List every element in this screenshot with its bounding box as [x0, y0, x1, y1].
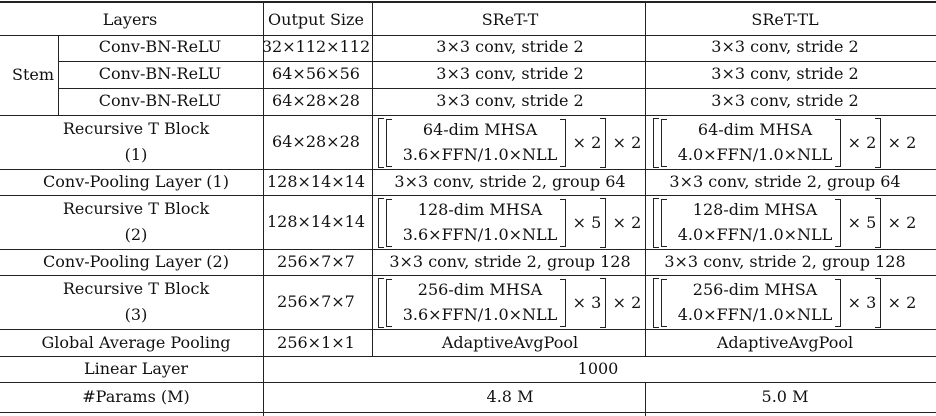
inner-bracket-right-a-1 [560, 119, 566, 167]
pool-a-2: 3×3 conv, stride 2, group 128 [389, 252, 631, 271]
block-label-3: Recursive T Block [62, 279, 210, 298]
block3-bottom-rule [0, 329, 936, 330]
inner-repeat-b-1: × 2 [847, 133, 877, 152]
block-size-3: 256×7×7 [277, 292, 355, 311]
inner-bracket-left-a-1 [386, 119, 392, 167]
stem-b-2: 3×3 conv, stride 2 [711, 64, 859, 83]
stem-b-1: 3×3 conv, stride 2 [711, 37, 859, 56]
outer-bracket-right-a-1 [600, 118, 606, 168]
pool2-bottom-rule [0, 275, 936, 276]
mhsa-a-1: 64-dim MHSA [422, 120, 538, 139]
block-size-1: 64×28×28 [272, 132, 360, 151]
stem-layer-2: Conv-BN-ReLU [98, 64, 222, 83]
outer-bracket-right-b-1 [875, 118, 881, 168]
params-b: 5.0 M [761, 387, 809, 406]
mhsa-b-1: 64-dim MHSA [697, 120, 813, 139]
top-rule [0, 1, 936, 3]
stem-rule-1 [58, 61, 936, 62]
stem-size-1: 32×112×112 [261, 37, 371, 56]
outer-repeat-a-3: × 2 [612, 293, 642, 312]
outer-bracket-left-b-2 [653, 198, 659, 248]
block-label-2: Recursive T Block [62, 199, 210, 218]
inner-repeat-a-1: × 2 [572, 133, 602, 152]
inner-repeat-a-2: × 5 [572, 213, 602, 232]
block1-bottom-rule [0, 169, 936, 170]
ffn-b-3: 4.0×FFN/1.0×NLL [677, 305, 833, 324]
stem-size-3: 64×28×28 [272, 91, 360, 110]
params-bottom-rule [0, 412, 936, 413]
pool-size-1: 128×14×14 [266, 172, 366, 191]
pool-b-2: 3×3 conv, stride 2, group 128 [664, 252, 906, 271]
outer-bracket-right-b-3 [875, 278, 881, 328]
gap-bottom-rule [0, 356, 936, 357]
inner-bracket-left-b-3 [661, 279, 667, 327]
stem-a-1: 3×3 conv, stride 2 [436, 37, 584, 56]
pool-layer-1: Conv-Pooling Layer (1) [43, 172, 229, 191]
inner-bracket-left-a-3 [386, 279, 392, 327]
ffn-a-3: 3.6×FFN/1.0×NLL [402, 305, 558, 324]
inner-bracket-right-b-3 [835, 279, 841, 327]
gap-b: AdaptiveAvgPool [716, 333, 854, 352]
header-layers: Layers [102, 10, 158, 29]
stem-label: Stem [11, 65, 55, 84]
pool-size-2: 256×7×7 [277, 252, 355, 271]
stem-a-2: 3×3 conv, stride 2 [436, 64, 584, 83]
header-rule [0, 35, 936, 36]
ffn-b-2: 4.0×FFN/1.0×NLL [677, 225, 833, 244]
inner-bracket-left-a-2 [386, 199, 392, 247]
linear-value: 1000 [577, 359, 619, 378]
linear-bottom-rule [0, 382, 936, 383]
inner-repeat-a-3: × 3 [572, 293, 602, 312]
params-divider [645, 382, 646, 416]
pool1-bottom-rule [0, 195, 936, 196]
block-label-1: Recursive T Block [62, 119, 210, 138]
size-divider [372, 1, 373, 356]
inner-bracket-right-b-2 [835, 199, 841, 247]
block-index-1: (1) [124, 145, 148, 164]
outer-repeat-b-3: × 2 [887, 293, 917, 312]
params-layer: #Params (M) [82, 387, 190, 406]
outer-bracket-left-a-2 [378, 198, 384, 248]
block2-bottom-rule [0, 249, 936, 250]
stem-divider [58, 35, 59, 115]
gap-layer: Global Average Pooling [41, 333, 231, 352]
linear-layer: Linear Layer [83, 359, 189, 378]
stem-a-3: 3×3 conv, stride 2 [436, 91, 584, 110]
outer-repeat-a-1: × 2 [612, 133, 642, 152]
outer-bracket-right-a-3 [600, 278, 606, 328]
outer-bracket-right-b-2 [875, 198, 881, 248]
inner-bracket-right-a-3 [560, 279, 566, 327]
stem-b-3: 3×3 conv, stride 2 [711, 91, 859, 110]
mhsa-b-2: 128-dim MHSA [692, 200, 818, 219]
setting-divider [645, 1, 646, 356]
mhsa-a-3: 256-dim MHSA [417, 280, 543, 299]
header-output-size: Output Size [268, 10, 364, 29]
outer-bracket-left-b-1 [653, 118, 659, 168]
pool-a-1: 3×3 conv, stride 2, group 64 [394, 172, 626, 191]
inner-bracket-left-b-2 [661, 199, 667, 247]
inner-bracket-right-a-2 [560, 199, 566, 247]
outer-bracket-left-a-1 [378, 118, 384, 168]
outer-bracket-right-a-2 [600, 198, 606, 248]
ffn-a-1: 3.6×FFN/1.0×NLL [402, 145, 558, 164]
outer-bracket-left-a-3 [378, 278, 384, 328]
block-size-2: 128×14×14 [266, 212, 366, 231]
block-index-3: (3) [124, 305, 148, 324]
outer-bracket-left-b-3 [653, 278, 659, 328]
ffn-a-2: 3.6×FFN/1.0×NLL [402, 225, 558, 244]
stem-bottom-rule [0, 115, 936, 116]
stem-size-2: 64×56×56 [272, 64, 360, 83]
stem-layer-3: Conv-BN-ReLU [98, 91, 222, 110]
layers-divider [263, 1, 264, 416]
block-index-2: (2) [124, 225, 148, 244]
pool-b-1: 3×3 conv, stride 2, group 64 [669, 172, 901, 191]
gap-size: 256×1×1 [277, 333, 355, 352]
pool-layer-2: Conv-Pooling Layer (2) [43, 252, 229, 271]
outer-repeat-b-2: × 2 [887, 213, 917, 232]
outer-repeat-a-2: × 2 [612, 213, 642, 232]
gap-a: AdaptiveAvgPool [441, 333, 579, 352]
stem-layer-1: Conv-BN-ReLU [98, 37, 222, 56]
outer-repeat-b-1: × 2 [887, 133, 917, 152]
mhsa-b-3: 256-dim MHSA [692, 280, 818, 299]
inner-repeat-b-3: × 3 [847, 293, 877, 312]
ffn-b-1: 4.0×FFN/1.0×NLL [677, 145, 833, 164]
mhsa-a-2: 128-dim MHSA [417, 200, 543, 219]
header-col-b: SReT-TL [751, 10, 819, 29]
stem-rule-2 [58, 88, 936, 89]
params-a: 4.8 M [486, 387, 534, 406]
inner-repeat-b-2: × 5 [847, 213, 877, 232]
inner-bracket-left-b-1 [661, 119, 667, 167]
inner-bracket-right-b-1 [835, 119, 841, 167]
header-col-a: SReT-T [481, 10, 539, 29]
